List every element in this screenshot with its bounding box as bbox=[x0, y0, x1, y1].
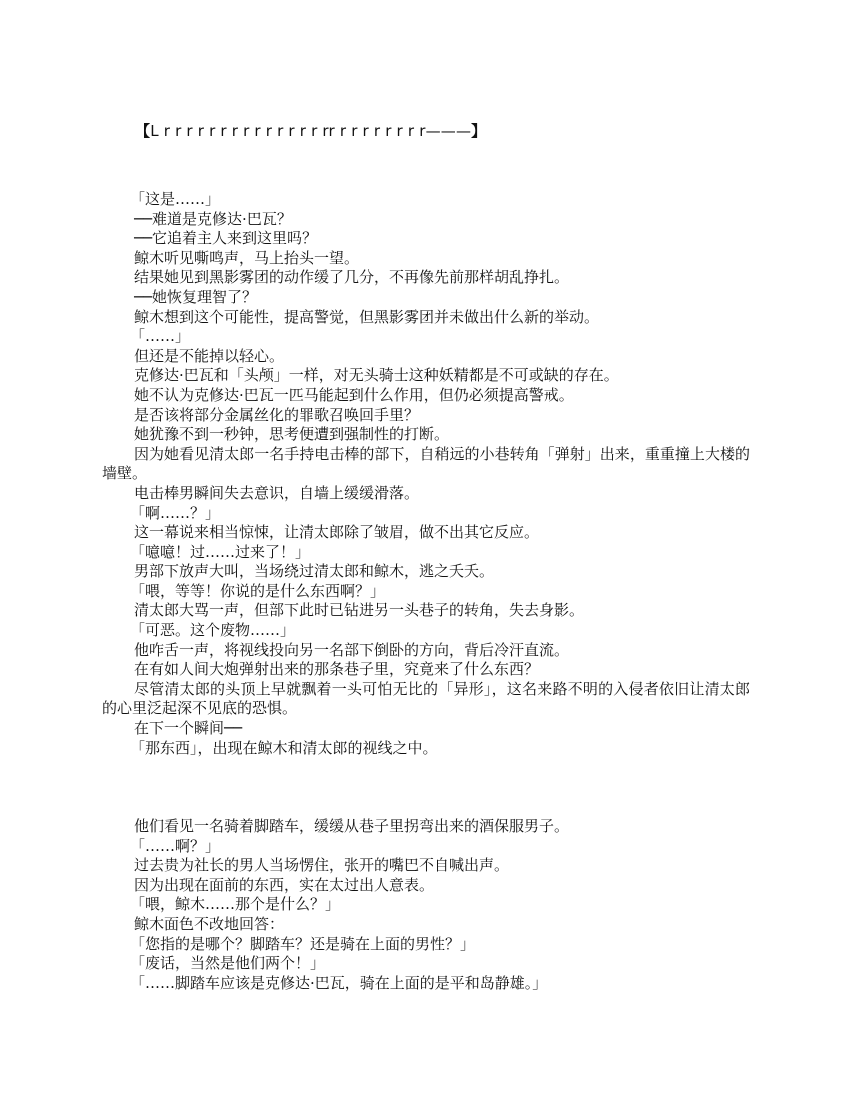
paragraph: 「您指的是哪个？脚踏车？还是骑在上面的男性？」 bbox=[130, 934, 476, 953]
paragraph: 结果她见到黑影雾团的动作缓了几分，不再像先前那样胡乱挣扎。 bbox=[134, 268, 570, 287]
paragraph: 「那东西」，出现在鲸木和清太郎的视线之中。 bbox=[130, 738, 438, 757]
paragraph: 他咋舌一声，将视线投向另一名部下倒卧的方向，背后冷汗直流。 bbox=[134, 640, 570, 659]
paragraph: 尽管清太郎的头顶上早就飘着一头可怕无比的「异形」，这名来路不明的入侵者依旧让清太郎的心里泛起深不见底的恐惧。 bbox=[102, 679, 750, 718]
paragraph: 「可恶。这个废物……」 bbox=[130, 621, 296, 640]
paragraph: ──难道是克修达·巴瓦？ bbox=[134, 209, 292, 228]
paragraph: 「喂，等等！你说的是什么东西啊？」 bbox=[130, 581, 386, 600]
paragraph: 「这是……」 bbox=[130, 190, 221, 208]
paragraph: ──它追着主人来到这里吗？ bbox=[134, 229, 318, 248]
body-section-1 bbox=[102, 190, 750, 758]
paragraph: 「……」 bbox=[130, 327, 191, 346]
paragraph: 「……啊？」 bbox=[130, 836, 221, 855]
paragraph: 他们看见一名骑着脚踏车，缓缓从巷子里拐弯出来的酒保服男子。 bbox=[134, 817, 570, 835]
paragraph: 在有如人间大炮弹射出来的那条巷子里，究竟来了什么东西？ bbox=[134, 660, 540, 679]
paragraph: ──她恢复理智了？ bbox=[134, 287, 258, 306]
heading-text: L r r r r r r r r r r r r r r rr r r r r r r r r——— bbox=[150, 122, 472, 140]
paragraph: 因为她看见清太郎一名手持电击棒的部下，自稍远的小巷转角「弹射」出来，重重撞上大楼的墙壁。 bbox=[102, 444, 750, 483]
paragraph: 在下一个瞬间── bbox=[134, 719, 243, 738]
paragraph: 因为出现在面前的东西，实在太过出人意表。 bbox=[134, 875, 435, 894]
heading-close-bracket: 】 bbox=[471, 122, 487, 140]
paragraph: 清太郎大骂一声，但部下此时已钻进另一头巷子的转角，失去身影。 bbox=[134, 601, 585, 620]
paragraph: 「啊……？」 bbox=[130, 503, 221, 522]
paragraph: 鲸木面色不改地回答： bbox=[134, 914, 285, 933]
paragraph: 「……脚踏车应该是克修达·巴瓦，骑在上面的是平和岛静雄。」 bbox=[130, 973, 548, 992]
paragraph: 过去贵为社长的男人当场愣住，张开的嘴巴不自喊出声。 bbox=[134, 856, 510, 875]
paragraph: 但还是不能掉以轻心。 bbox=[134, 346, 285, 365]
paragraph: 鲸木想到这个可能性，提高警觉，但黑影雾团并未做出什么新的举动。 bbox=[134, 307, 600, 326]
paragraph: 电击棒男瞬间失去意识，自墙上缓缓滑落。 bbox=[134, 483, 420, 502]
paragraph: 她犹豫不到一秒钟，思考便遭到强制性的打断。 bbox=[134, 425, 450, 444]
body-section-2 bbox=[102, 817, 750, 993]
paragraph: 「喂，鲸木……那个是什么？」 bbox=[130, 895, 341, 914]
heading-open-bracket: 【 bbox=[135, 122, 151, 140]
paragraph: 男部下放声大叫，当场绕过清太郎和鲸木，逃之夭夭。 bbox=[134, 562, 495, 581]
chapter-heading bbox=[135, 120, 715, 142]
paragraph: 她不认为克修达·巴瓦一匹马能起到什么作用，但仍必须提高警戒。 bbox=[134, 385, 574, 404]
paragraph: 是否该将部分金属丝化的罪歌召唤回手里？ bbox=[134, 405, 420, 424]
paragraph: 「废话，当然是他们两个！」 bbox=[130, 954, 326, 973]
paragraph: 这一幕说来相当惊悚，让清太郎除了皱眉，做不出其它反应。 bbox=[134, 523, 540, 542]
paragraph: 鲸木听见嘶鸣声，马上抬头一望。 bbox=[134, 248, 360, 267]
paragraph: 克修达·巴瓦和「头颅」一样，对无头骑士这种妖精都是不可或缺的存在。 bbox=[134, 366, 619, 385]
paragraph: 「噫噫！过……过来了！」 bbox=[130, 542, 311, 561]
